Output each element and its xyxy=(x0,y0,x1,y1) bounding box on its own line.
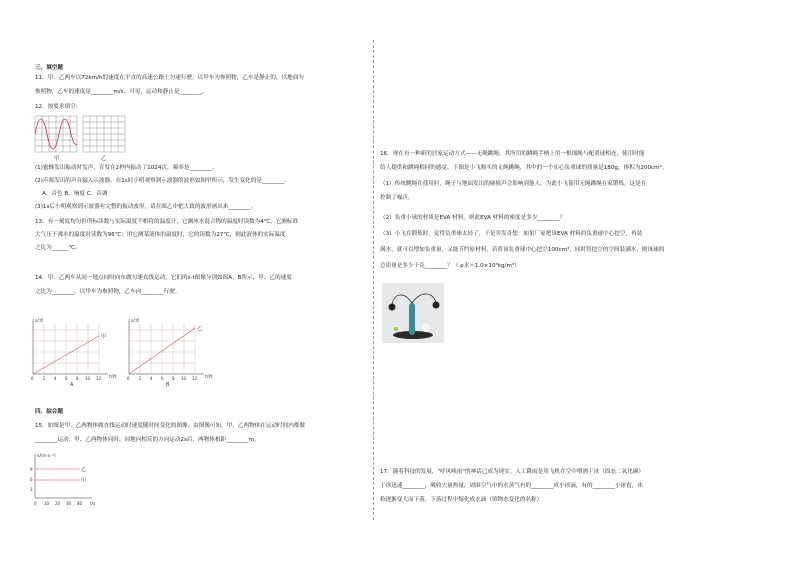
chart-c xyxy=(28,450,100,506)
q16-part-3c: 总质量是多少千克________？（ ρ水＝1.0×10³kg/m³） xyxy=(380,263,520,269)
q14-line-1: 14．甲、乙两车从同一地点同时向东做匀速直线运动，它们的s-t图像分别如图A，B所示，甲、乙的速度 xyxy=(35,275,292,281)
chart-c-x-tick: 20 xyxy=(55,501,61,506)
q16-part-3b: 满水，就可以增加负重量，又能节约原材料，若将该负重球中心挖空100cm³，同时将挖空的空间装满水，则该球的 xyxy=(380,247,665,253)
q12-part-2: (2)声源发出的声音输入示波器，在1s时小明观察到示波器的波形如图甲所示，发生变化的是________。 xyxy=(35,178,290,184)
chart-a-x-tick: 6 xyxy=(65,376,68,381)
chart-a-caption: A xyxy=(70,382,74,386)
fig-label-a: 甲 xyxy=(54,156,60,162)
q15-line-2: ________运动；甲、乙两物体同时、同地向相反的方向运动2s后，两物体相距________m。 xyxy=(35,437,260,443)
oscilloscope-figure xyxy=(34,114,126,162)
section-4-title: 四、综合题 xyxy=(35,409,63,415)
chart-c-x-tick: 40 xyxy=(77,501,83,506)
chart-b-grid xyxy=(129,324,195,374)
q13-line-3: 之比为______℃。 xyxy=(35,245,81,251)
q12-options: A、音色 B、响度 C、音调 xyxy=(42,191,108,197)
q12-part-1: (1)蜜蜂发出振动时发声，育发在2秒内振动了1024次，频率是________。 xyxy=(35,165,218,171)
q11-line-2: 参照物，乙车的速度是________m/s，可见，运动和静止是________。 xyxy=(35,89,208,95)
column-divider xyxy=(373,40,374,520)
q12-title: 12．按要求填空： xyxy=(35,104,82,110)
jump-rope-photo xyxy=(382,283,444,343)
chart-a-series-label: 甲 xyxy=(101,334,107,340)
chart-c-label-bottom: 甲 xyxy=(81,478,87,484)
jump-rope-illustration xyxy=(382,283,444,343)
q14-line-2: 之比为________，以甲车为参照物，乙车向________行驶。 xyxy=(35,289,181,295)
section-3-title: 三、填空题 xyxy=(35,65,63,71)
chart-b-series-label: 乙 xyxy=(197,326,203,332)
chart-c-x-tick: 30 xyxy=(66,501,72,506)
chart-a-x-tick: 2 xyxy=(43,376,46,381)
chart-b-x-tick: 2 xyxy=(139,376,142,381)
q16-part-1b: 控制了噪声。 xyxy=(380,195,414,201)
chart-b xyxy=(126,316,218,386)
chart-a-x-tick: 10 xyxy=(85,376,91,381)
q13-line-1: 13．有一刻度均匀但所标读数与实际温度不相符的温度计，它测冰水混合物的温度时读数为4℃，它测标准 xyxy=(35,219,299,225)
oscilloscope-grid-b xyxy=(83,116,125,152)
q15-line-1: 15．如图是甲、乙两物体做直线运动时速度随时间变化的图像，由图像可知，甲、乙两物体在运动时间内都做 xyxy=(35,423,306,429)
chart-b-x-tick: 12 xyxy=(192,376,198,381)
q16-line-2: 给人提供和跳绳相同的感觉。下图是小飞购买的无绳跳绳，其中的一个实心负重球的质量是180g，体积为200cm³。 xyxy=(380,165,668,171)
chart-c-y-tick: 6 xyxy=(30,477,33,482)
chart-b-y-label: s/米 xyxy=(131,319,140,324)
q17-line-1: 17．随着科技的发展，"呼风唤雨"的神话已成为现实。人工降雨是用飞机在空中喷洒干冰（固态二氧化碳） xyxy=(380,469,644,475)
chart-c-x-label: t/s xyxy=(90,501,96,506)
chart-b-axes xyxy=(129,319,204,374)
chart-a-x-tick: 4 xyxy=(54,376,57,381)
chart-a-grid xyxy=(33,324,99,374)
chart-a-x-tick: 12 xyxy=(96,376,102,381)
chart-b-x-tick: 4 xyxy=(150,376,153,381)
chart-b-x-tick: 6 xyxy=(161,376,164,381)
chart-b-x-tick: 8 xyxy=(172,376,175,381)
chart-a xyxy=(30,316,122,386)
q17-line-2: 干冰迅速________，吸收大量热量，周围空气中的水蒸气有的________成小冰滴，有的________小冰雹，冰 xyxy=(380,483,643,489)
q17-line-3: 粒逐渐变大而下落，下落过程中熔化成水滴（填物态变化的名称） xyxy=(380,497,543,503)
chart-a-x-label: t/秒 xyxy=(109,375,117,380)
chart-a-y-label: s/米 xyxy=(35,319,44,324)
fig-label-b: 乙 xyxy=(101,156,107,162)
chart-c-y-label: v/(m·s⁻¹) xyxy=(37,453,56,458)
chart-c-x-tick: 10 xyxy=(44,501,50,506)
chart-a-x-tick: 0 xyxy=(31,376,34,381)
chart-c-y-tick: 3 xyxy=(30,487,33,492)
q11-line-1: 11．甲、乙两车以72km/h的速度在平直的高速公路上匀速行驶，以甲车为参照物，乙车是静止的，以地面为 xyxy=(35,75,304,81)
chart-c-axes xyxy=(35,454,92,498)
q16-part-3a: （3）小飞在锻炼时，觉得负重球太轻了，于是突发奇想：如果厂家把该EVA 材料的负重球中心挖空，再装 xyxy=(380,231,643,237)
chart-c-label-top: 乙 xyxy=(81,467,87,473)
chart-a-axes xyxy=(33,319,108,374)
q13-line-2: 大气压下沸水的温度时读数为96℃；用它测某液体的温度时，它的读数为27℃，则此液体的实际温度 xyxy=(35,232,286,238)
chart-c-x-tick: 0 xyxy=(34,501,37,506)
q16-line-1: 16．现在有一种新的居家运动方式——无绳跳绳，其所用的跳绳手柄上用一根细绳与配重球相连，使用时能 xyxy=(380,151,645,157)
chart-c-y-tick: 9 xyxy=(30,467,33,472)
chart-a-x-tick: 8 xyxy=(76,376,79,381)
q12-part-3: (3)1s后小明观察到示波器有完整的振动波形，请在图乙中把大致的波形画出来________。 xyxy=(35,204,257,210)
q16-part-1: （1）传统跳绳在使用时，绳子与地面发出的碰撞声会影响到他人，为此小飞使用无绳跳绳在家锻炼，这是在 xyxy=(380,181,647,187)
chart-b-x-tick: 0 xyxy=(127,376,130,381)
chart-b-x-label: t/秒 xyxy=(205,375,213,380)
q16-part-2: （2）负重小球的材质是EVA 材料，则此EVA 材料的密度是多少________？ xyxy=(380,215,566,221)
chart-b-x-tick: 10 xyxy=(181,376,187,381)
chart-b-caption: B xyxy=(166,382,170,386)
